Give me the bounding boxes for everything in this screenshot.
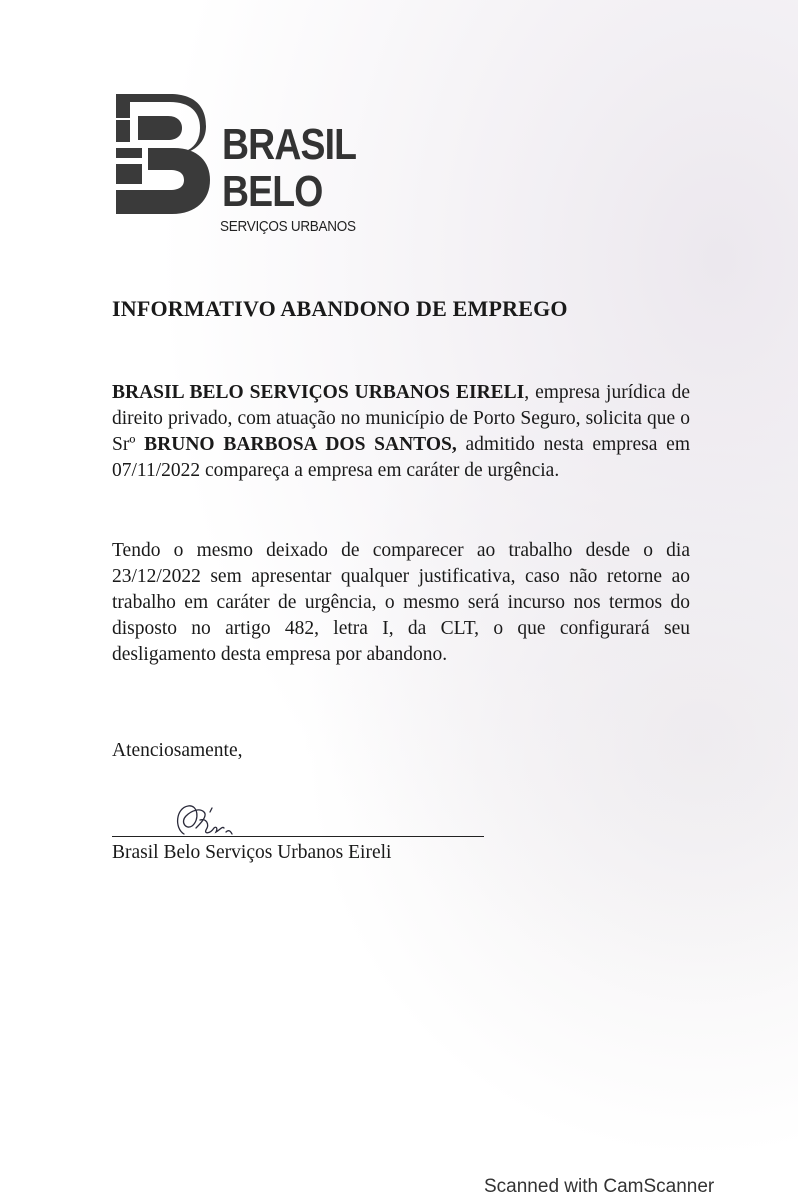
company-name: BRASIL BELO SERVIÇOS URBANOS EIRELI <box>112 382 525 403</box>
paragraph-1-text-b: admitido nesta empresa em 07/11/2022 compareça a empresa em caráter de urgência. <box>112 434 690 481</box>
logo-tagline: SERVIÇOS URBANOS <box>220 218 356 235</box>
signature-name: Brasil Belo Serviços Urbanos Eireli <box>112 842 392 863</box>
paragraph-2: Tendo o mesmo deixado de comparecer ao trabalho desde o dia 23/12/2022 sem apresentar qualquer justificativa, caso não retorne ao trabalho em caráter de urgência, o mesmo será incurso nos termos do disposto no artigo 482, letra I, da CLT, o que configurará seu desligamento desta empresa por abandono. <box>112 540 690 665</box>
logo-brand-line1: BRASIL <box>222 120 357 169</box>
document-title: INFORMATIVO ABANDONO DE EMPREGO <box>112 296 568 321</box>
closing: Atenciosamente, <box>112 740 243 761</box>
scanner-watermark: Scanned with CamScanner <box>484 1176 715 1197</box>
employee-name: BRUNO BARBOSA DOS SANTOS, <box>144 434 457 455</box>
paragraph-1 <box>112 380 690 484</box>
paragraph-1-text-a: , empresa jurídica de direito privado, com atuação no município de Porto Seguro, solicita que o Srº <box>112 382 690 455</box>
signature-line <box>112 836 484 837</box>
company-logo <box>112 90 382 240</box>
logo-b-mark-icon <box>112 90 212 220</box>
logo-brand-line2: BELO <box>222 167 323 216</box>
